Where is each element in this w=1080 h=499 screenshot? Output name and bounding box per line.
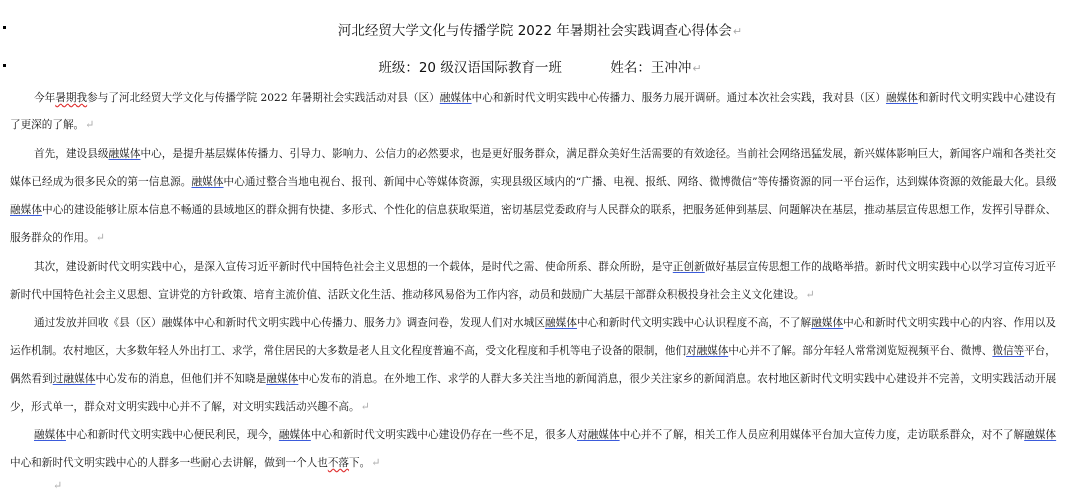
text-span: 服务群众的作用。: [10, 232, 95, 244]
paragraph-mark: ↵: [371, 456, 381, 469]
text-line: [10, 456, 380, 470]
paragraph-mark: ↵: [85, 118, 95, 131]
text-line: [10, 344, 1056, 358]
underlined-word: 正创新: [672, 261, 705, 273]
text-span: 通过发放并回收《县（区）融媒体中心和新时代文明实践中心传播力、服务力》调查问卷，发现人们对水城区: [34, 317, 546, 329]
text-line: [10, 400, 370, 414]
text-span: 了更深的了解。: [10, 119, 85, 131]
text-span: 中心通过整合当地电视台、报刊、新闻中心等媒体资源，实现县级区域内的“广播、电视、报纸、网络、微博微信”等传播资源的同一平台运作，达到媒体资源的效能最大化。县级: [223, 176, 1057, 188]
text-span: 和新时代文明实践中心建设有: [917, 92, 1056, 104]
paragraph-mark: ↵: [95, 231, 105, 244]
text-span: 中心发布的消息，但他们并不知晓是: [95, 373, 267, 385]
text-span: 中心并不了解，相关工作人员应利用媒体平台加大宣传力度，走访联系群众，对不了解: [619, 429, 1025, 441]
text-span: 下。: [349, 457, 371, 469]
text-span: 参与了河北经贸大学文化与传播学院 2022 年暑期社会实践活动对县（区）: [87, 92, 440, 104]
paragraph-mark: ↵: [53, 479, 63, 492]
paragraph-mark: ↵: [692, 62, 702, 75]
underlined-word: 融媒体: [266, 373, 299, 385]
text-span: 中心和新时代文明实践中心建设仍存在一些不足，很多人: [310, 429, 578, 441]
name-info: 姓名：王冲冲: [610, 60, 692, 76]
text-span: 新时代中国特色社会主义思想、宣讲党的方针政策、培育主流价值、活跃文化生活、推动移风易俗为工作内容，动员和鼓励广大基层干部群众积极投身社会主义文化建设。: [10, 289, 805, 301]
text-span: 平台，: [1024, 345, 1056, 357]
text-span: 中心和新时代文明实践中心的内容、作用以及: [843, 317, 1057, 329]
text-span: 中心发布的消息。在外地工作、求学的人群大多关注当地的新闻消息，很少关注家乡的新闻消息。农村地区新时代文明实践中心建设并不完善，文明实践活动开展: [298, 373, 1057, 385]
text-line: [34, 316, 1056, 330]
text-line: [10, 288, 815, 302]
text-span: 少，形式单一，群众对文明实践中心并不了解，对文明实践活动兴趣不高。: [10, 401, 360, 413]
underlined-word: 对融媒体: [577, 429, 620, 441]
text-line: [10, 203, 1056, 217]
underlined-word: 融媒体: [439, 92, 472, 104]
text-line: [34, 260, 1056, 274]
text-span: 中心和新时代文明实践中心便民利民，现今，: [65, 429, 279, 441]
text-span: 中心并不了解。部分年轻人常常浏览短视频平台、微博、: [728, 345, 993, 357]
text-span: 中心和新时代文明实践中心传播力、服务力展开调研。通过本次社会实践，我对县（区）: [471, 92, 886, 104]
underlined-word: 过融媒体: [52, 373, 96, 385]
underlined-word: 融媒体: [1024, 429, 1057, 441]
text-line: [34, 147, 1056, 161]
underlined-word: 融媒体: [885, 92, 918, 104]
text-span: 运作机制。农村地区，大多数年轻人外出打工、求学，常住居民的大多数是老人且文化程度普遍不高，受文化程度和手机等电子设备的限制，他们: [10, 345, 687, 357]
underlined-word: 融媒体: [545, 317, 577, 329]
text-line: [10, 175, 1057, 189]
paragraph-mark: ↵: [732, 25, 743, 38]
text-line: [10, 372, 1056, 386]
title-text: 河北经贸大学文化与传播学院 2022 年暑期社会实践调查心得体会: [337, 23, 732, 39]
paragraph-mark: ↵: [360, 400, 370, 413]
underlined-word: 不落: [327, 457, 349, 469]
underlined-word: 对融媒体: [686, 345, 729, 357]
underlined-word: 融媒体: [34, 429, 66, 441]
text-span: 做好基层宣传思想工作的战略举措。新时代文明实践中心以学习宣传习近平: [704, 261, 1057, 273]
page-title: [0, 19, 1080, 39]
paragraph-mark: ↵: [805, 288, 815, 301]
text-line: [34, 91, 1056, 105]
text-span: 中心的建设能够让原本信息不畅通的县域地区的群众拥有快捷、多形式、个性化的信息获取渠道，密切基层党委政府与人民群众的联系，把服务延伸到基层、问题解决在基层，推动基层宣传思想工作，发挥引导群众、: [42, 204, 1057, 216]
text-line: [10, 118, 94, 132]
underlined-word: 微信等: [992, 345, 1025, 357]
text-span: 其次，建设新时代文明实践中心，是深入宣传习近平新时代中国特色社会主义思想的一个载体，是时代之需、使命所系、群众所盼，是守: [34, 261, 673, 273]
text-span: 偶然看到: [10, 373, 53, 385]
text-span: 首先，建设县级: [34, 148, 109, 160]
underlined-word: 融媒体: [811, 317, 844, 329]
class-info: 班级：20 级汉语国际教育一班: [378, 60, 562, 76]
underlined-word: 暑期我: [55, 92, 88, 104]
underlined-word: 融媒体: [278, 429, 311, 441]
text-line: [10, 231, 105, 245]
text-span: 今年: [34, 92, 56, 104]
text-line: [34, 428, 1056, 442]
author-info: [0, 56, 1080, 76]
underlined-word: 融媒体: [191, 176, 224, 188]
underlined-word: 融媒体: [108, 148, 141, 160]
text-span: 媒体已经成为很多民众的第一信息源。: [10, 176, 192, 188]
underlined-word: 融媒体: [10, 204, 43, 216]
text-span: 中心和新时代文明实践中心认识程度不高，不了解: [576, 317, 812, 329]
text-span: 中心和新时代文明实践中心的人群多一些耐心去讲解，做到一个人也: [10, 457, 328, 469]
text-span: 中心，是提升基层媒体传播力、引导力、影响力、公信力的必然要求，也是更好服务群众，满足群众美好生活需要的有效途径。当前社会网络迅猛发展，新兴媒体影响巨大，新闻客户端和各类社交: [140, 148, 1057, 160]
